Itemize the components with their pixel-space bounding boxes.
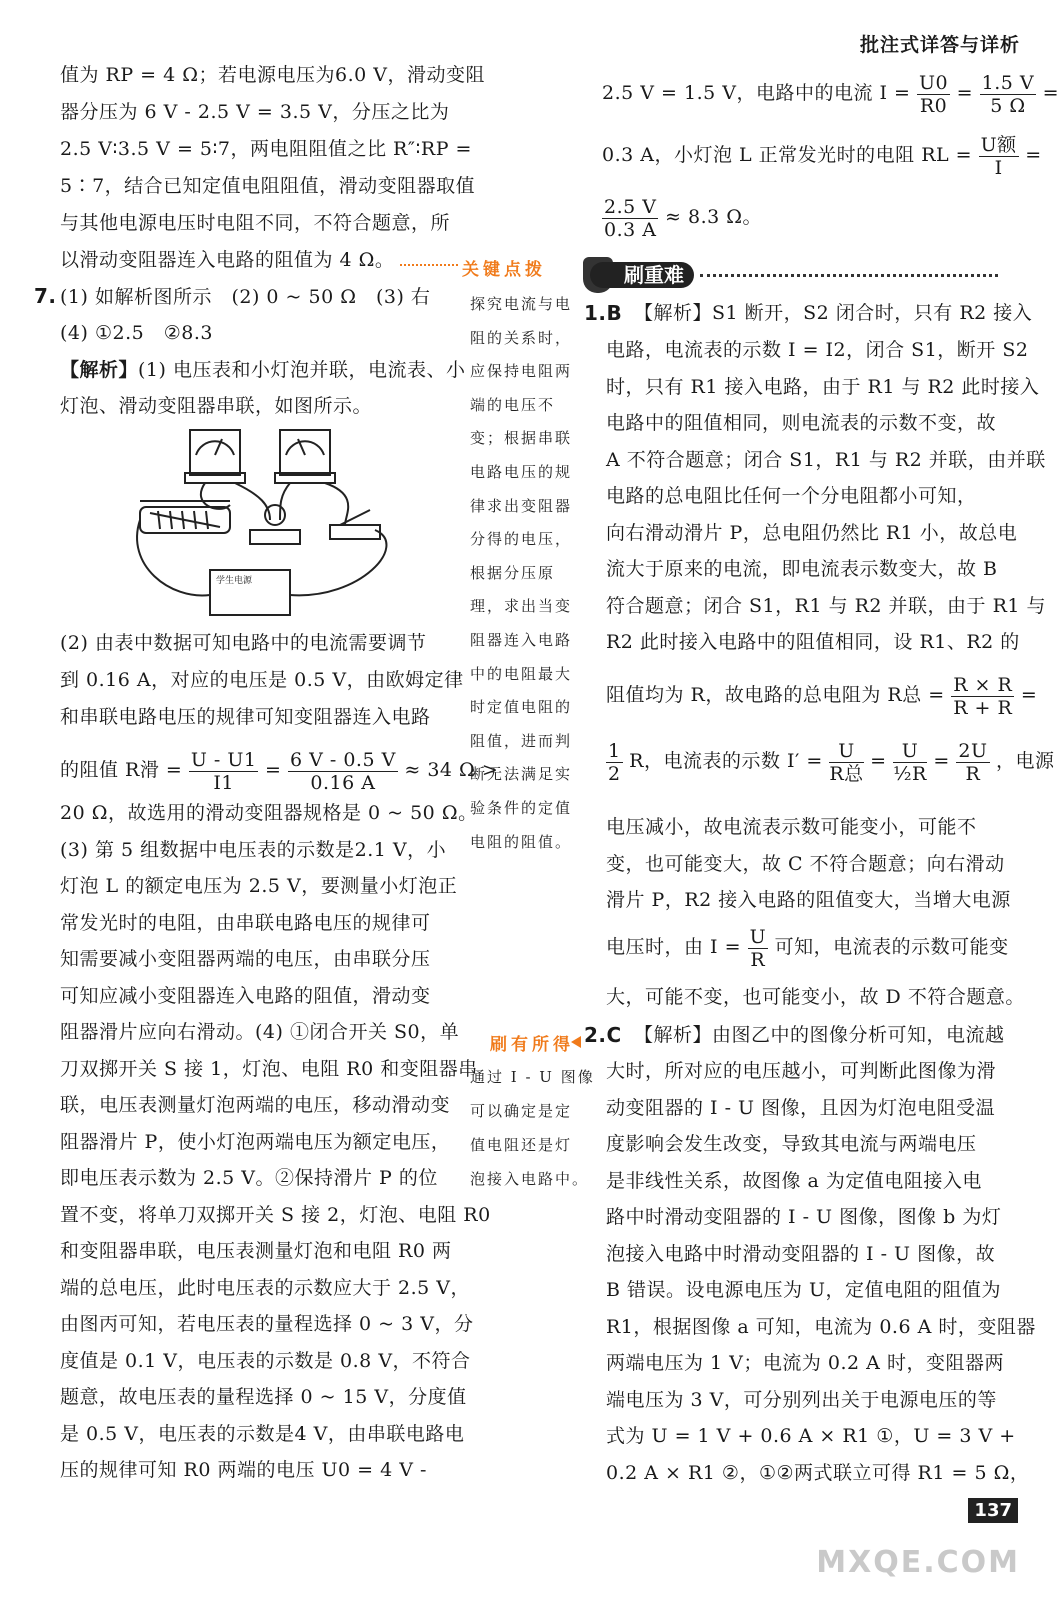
denominator: R总 — [829, 762, 864, 785]
fraction-u-rtotal — [829, 740, 863, 785]
text-line: 式为 U = 1 V + 0.6 A × R1 ①，U = 3 V + — [606, 1425, 1016, 1447]
q7-number: 7. — [34, 284, 57, 308]
note-line: 电路电压的规 — [470, 463, 573, 481]
denominator: R — [965, 762, 981, 785]
note-line: 通过 I - U 图像 — [470, 1068, 595, 1086]
denominator: 0.3 A — [604, 218, 657, 241]
text-line: 滑片 P，R2 接入电路的阻值变大，当增大电源 — [606, 889, 1011, 911]
text-line: 2.5 V∶3.5 V = 5∶7，两电阻阻值之比 R″∶RP = — [60, 138, 472, 160]
q1-first-line: 【解析】S1 断开，S2 闭合时，只有 R2 接入 — [634, 302, 1033, 324]
text-line: 5∶7，结合已知定值电阻阻值，滑动变阻器取值 — [60, 175, 476, 197]
text: 2.5 V = 1.5 V，电路中的电流 I = — [602, 82, 911, 104]
note-line: 分得的电压， — [470, 530, 573, 549]
numerator: U — [829, 740, 863, 763]
fraction-rxr — [951, 674, 1014, 719]
switch-icon — [330, 525, 380, 539]
text-line: R2 此时接入电路中的阻值相同，设 R1、R2 的 — [606, 631, 1020, 653]
text-line: A 不符合题意；闭合 S1，R1 与 R2 并联，由并联 — [606, 448, 1046, 471]
text-line: 由图丙可知，若电压表的量程选择 0 ~ 3 V，分 — [60, 1313, 474, 1335]
denominator: R — [750, 948, 766, 971]
text-line: 压的规律可知 R0 两端的电压 U0 = 4 V - — [60, 1459, 427, 1481]
note-line: 中的电阻最大 — [470, 664, 573, 683]
denominator: I1 — [213, 771, 234, 794]
fraction-u-minus-u1 — [189, 749, 259, 794]
text-line: 联，电压表测量灯泡两端的电压，移动滑动变 — [60, 1094, 451, 1116]
note-line: 验条件的定值 — [470, 799, 573, 817]
text-line: 时，只有 R1 接入电路，由于 R1 与 R2 此时接入 — [606, 375, 1040, 398]
text-line: 电路，电流表的示数 I = I2，闭合 S1，断开 S2 — [606, 339, 1029, 361]
text-line: 端电压为 3 V，可分别列出关于电源电压的等 — [606, 1388, 997, 1411]
text-line: 0.2 A × R1 ②，①②两式联立可得 R1 = 5 Ω， — [606, 1461, 1030, 1484]
denominator: R0 — [919, 94, 948, 117]
text-line: 刀双掷开关 S 接 1，灯泡、电阻 R0 和变阻器串 — [60, 1057, 478, 1080]
q1-formula-current: $\frac{1}{2}$ R，电流表的示数 I′ = $\frac{U}{\text{R总}}$ = $\frac{U}{\text{½R}}$ = $\frac{2U}{R}$ ，电源 — [608, 739, 1055, 785]
text-line: 题意，故电压表的量程选择 0 ~ 15 V，分度值 — [60, 1386, 467, 1408]
formula-prefix: 的阻值 R滑 = — [60, 759, 183, 781]
text-line: 器分压为 6 V - 2.5 V = 3.5 V，分压之比为 — [60, 101, 450, 123]
text: R，电流表的示数 I′ = — [629, 750, 823, 772]
text: 可知，电流表的示数可能变 — [774, 936, 1009, 958]
text-line: 可知应减小变阻器连入电路的阻值，滑动变 — [60, 984, 431, 1007]
text-line: 两端电压为 1 V；电流为 0.2 A 时，变阻器两 — [606, 1352, 1004, 1374]
right-top-line1: 2.5 V = 1.5 V，电路中的电流 I = $\frac{U0}{R0}$ = $\frac{1.5 V}{5 \Omega}$ = — [602, 71, 1059, 117]
numerator: 1.5 V — [981, 71, 1035, 94]
right-top-line2 — [602, 130, 1042, 180]
fraction-voltage-current — [288, 749, 398, 794]
note-line: 时定值电阻的 — [470, 698, 573, 717]
denominator: 0.16 A — [310, 771, 376, 794]
text-line: 大时，所对应的电压越小，可判断此图像为滑 — [606, 1060, 997, 1082]
text: 电压时，由 I = — [606, 936, 742, 958]
text: 0.3 A，小灯泡 L 正常发光时的电阻 RL = — [602, 144, 973, 166]
denominator: 5 Ω — [990, 94, 1026, 117]
text-line: 是 0.5 V，电压表的示数是4 V，由串联电路电 — [60, 1422, 465, 1445]
text-line: 变，也可能变大，故 C 不符合题意；向右滑动 — [606, 852, 1005, 875]
text-line: 到 0.16 A，对应的电压是 0.5 V，由欧姆定律 — [60, 669, 464, 691]
text-line: 路中时滑动变阻器的 I - U 图像，图像 b 为灯 — [606, 1206, 1002, 1228]
right-top-line3 — [602, 192, 762, 242]
q1-formula-total-resistance — [606, 670, 1037, 720]
q7-answer-line2: (4) ①2.5 ②8.3 — [60, 322, 213, 344]
text-line: 电压减小，故电流表示数可能变小，可能不 — [606, 816, 977, 838]
note-line: 探究电流与电 — [470, 295, 573, 313]
text-line: 即电压表示数为 2.5 V。②保持滑片 P 的位 — [60, 1167, 438, 1189]
text-line: 知需要减小变阻器两端的电压，由串联分压 — [60, 948, 431, 970]
denominator: R + R — [953, 696, 1013, 719]
text-line: 度值是 0.1 V，电压表的示数是 0.8 V，不符合 — [60, 1349, 471, 1372]
gain-title: 刷有所得 — [490, 1035, 574, 1055]
note-line: 律求出变阻器 — [470, 496, 573, 515]
fraction-1-5v-5ohm — [980, 72, 1036, 117]
text-line: 和串联电路电压的规律可知变阻器连入电路 — [60, 706, 431, 728]
q1-number: 1.B — [584, 301, 623, 325]
watermark-text: MXQE.COM — [816, 1545, 1020, 1580]
note-line: 阻值，进而判 — [470, 731, 573, 750]
text-line: 符合题意；闭合 S1，R1 与 R2 并联，由于 R1 与 — [606, 594, 1047, 617]
numerator: R × R — [953, 673, 1013, 696]
note-line: 可以确定是定 — [470, 1102, 573, 1120]
text-line: 泡接入电路中时滑动变阻器的 I - U 图像，故 — [606, 1242, 996, 1265]
text-line: 20 Ω，故选用的滑动变阻器规格是 0 ~ 50 Ω。 — [60, 802, 478, 824]
q7-parse-text: (1) 电压表和小灯泡并联，电流表、小 — [138, 359, 466, 381]
key-points-title: 关键点拨 — [462, 260, 546, 280]
denominator: ½R — [893, 762, 927, 785]
section-title: 刷重难 — [590, 262, 694, 288]
text-line: 与其他电源电压时电阻不同，不符合题意，所 — [60, 212, 451, 234]
text: = — [1020, 684, 1038, 706]
denominator: I — [994, 156, 1003, 179]
note-line: 应保持电阻两 — [470, 362, 573, 381]
parse-label: 【解析】 — [60, 359, 139, 381]
text-line: 流大于原来的电流，即电流表示数变大，故 B — [606, 558, 998, 580]
text: 阻值均为 R，故电路的总电阻为 R总 = — [606, 684, 945, 706]
numerator: U0 — [919, 71, 949, 94]
section-dots — [700, 274, 998, 277]
text-line: 和变阻器串联，电压表测量灯泡和电阻 R0 两 — [60, 1240, 452, 1262]
page-number: 137 — [968, 1498, 1018, 1523]
text-line: (2) 由表中数据可知电路中的电流需要调节 — [60, 632, 427, 654]
q2-first-line: 【解析】由图乙中的图像分析可知，电流越 — [634, 1024, 1005, 1046]
fraction-2u-r — [956, 740, 989, 785]
numerator: U - U1 — [190, 748, 257, 771]
note-line: 泡接入电路中。 — [470, 1170, 590, 1188]
text: = — [1025, 144, 1042, 166]
circuit-diagram — [130, 425, 450, 625]
fraction-half: $\frac{1}{2}$ — [608, 739, 621, 785]
note-line: 值电阻还是灯 — [470, 1136, 573, 1154]
note-line: 理，求出当变 — [470, 597, 573, 616]
note-line: 阻的关系时， — [470, 328, 573, 347]
q7-answer-line1: (1) 如解析图所示 (2) 0 ~ 50 Ω (3) 右 — [60, 286, 431, 308]
leader-dots — [400, 264, 458, 266]
note-line: 阻器连入电路 — [470, 631, 573, 649]
text-line: 常发光时的电阻，由串联电路电压的规律可 — [60, 911, 431, 934]
numerator: U额 — [980, 133, 1017, 156]
fraction-2-5v-0-3a — [602, 196, 658, 241]
numerator: 2.5 V — [604, 195, 657, 218]
text-line: 阻器滑片应向右滑动。(4) ①闭合开关 S0，单 — [60, 1021, 460, 1043]
text-line: 电路中的阻值相同，则电流表的示数不变，故 — [606, 412, 997, 434]
text-line: 端的总电压，此时电压表的示数应大于 2.5 V， — [60, 1276, 471, 1299]
text-line: 电路的总电阻比任何一个分电阻都小可知， — [606, 485, 977, 507]
note-line: 变；根据串联 — [470, 429, 573, 448]
gain-arrow-icon — [571, 1036, 581, 1048]
note-line: 电阻的阻值。 — [470, 832, 573, 851]
text-line: 灯泡 L 的额定电压为 2.5 V，要测量小灯泡正 — [60, 875, 458, 897]
text-line: 置不变，将单刀双掷开关 S 接 2，灯泡、电阻 R0 — [60, 1203, 491, 1226]
text-line: B 错误。设电源电压为 U，定值电阻的阻值为 — [606, 1279, 1002, 1301]
numerator: 6 V - 0.5 V — [290, 748, 396, 771]
numerator: U — [893, 740, 927, 763]
text-line: 动变阻器的 I - U 图像，且因为灯泡电阻受温 — [606, 1096, 996, 1119]
formula-r-slide — [60, 745, 498, 795]
q1-last-line: 大，可能不变，也可能变小，故 D 不符合题意。 — [606, 986, 1025, 1008]
text: ，电源 — [996, 750, 1055, 772]
formula-suffix: ≈ 34 Ω > — [404, 759, 499, 781]
text-line: 向右滑动滑片 P，总电阻仍然比 R1 小，故总电 — [606, 521, 1018, 544]
q7-parse-line1 — [60, 357, 465, 383]
text-line: 度影响会发生改变，导致其电流与两端电压 — [606, 1133, 977, 1155]
text-line: 是非线性关系，故图像 a 为定值电阻接入电 — [606, 1169, 982, 1192]
q1-formula-ohm — [606, 922, 1009, 972]
note-line: 根据分压原 — [470, 563, 556, 582]
numerator: 2U — [958, 739, 988, 762]
text-line: 阻器滑片 P，使小灯泡两端电压为额定电压， — [60, 1130, 451, 1153]
fraction-u-half-r — [893, 740, 927, 785]
page-header: 批注式详答与详析 — [859, 34, 1020, 56]
equals-sign: = — [265, 759, 282, 781]
power-supply-label: 学生电源 — [216, 576, 253, 586]
text-line: 值为 RP = 4 Ω；若电源电压为6.0 V，滑动变阻 — [60, 64, 485, 86]
fraction-u0-r0 — [917, 72, 950, 117]
text-line: (3) 第 5 组数据中电压表的示数是2.1 V，小 — [60, 838, 447, 861]
text: = — [1042, 82, 1059, 104]
note-line: 断无法满足实 — [470, 765, 573, 784]
fraction-u-r — [748, 926, 769, 971]
text-line: 以滑动变阻器连入电路的阻值为 4 Ω。 — [60, 249, 395, 271]
q7-parse-line2: 灯泡、滑动变阻器串联，如图所示。 — [60, 395, 373, 417]
text-line: R1，根据图像 a 可知，电流为 0.6 A 时，变阻器 — [606, 1315, 1036, 1338]
fraction-urated-i — [979, 134, 1019, 179]
note-line: 端的电压不 — [470, 395, 556, 414]
q2-number: 2.C — [584, 1023, 622, 1047]
text: ≈ 8.3 Ω。 — [665, 206, 762, 228]
numerator: U — [749, 925, 767, 948]
